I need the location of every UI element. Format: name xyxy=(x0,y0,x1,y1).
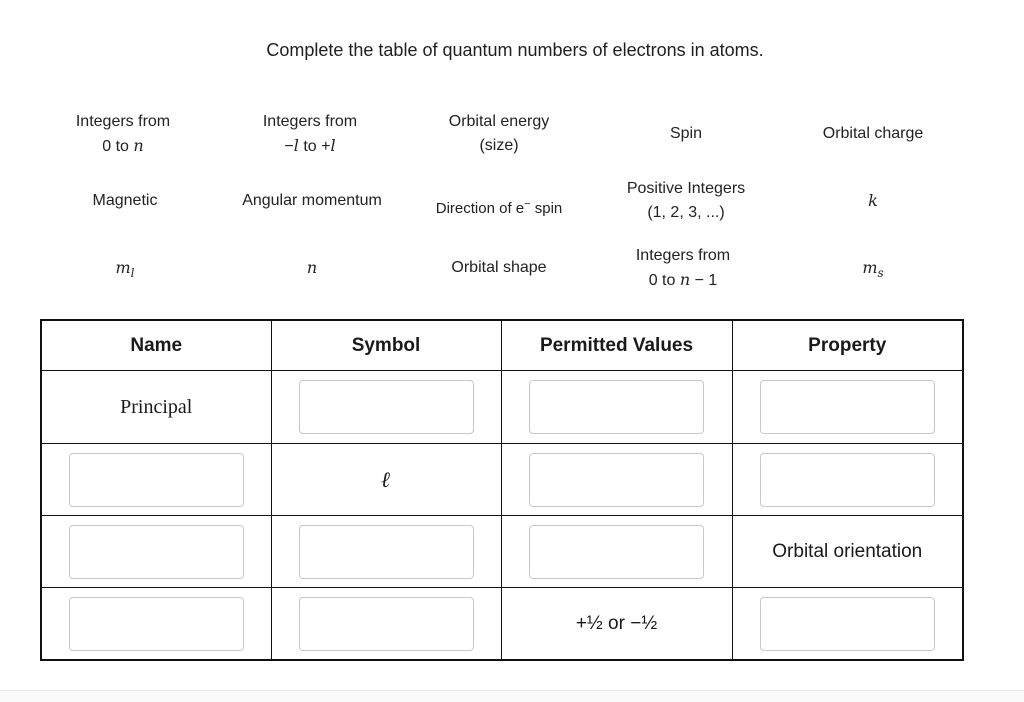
drop-zone[interactable] xyxy=(529,453,704,507)
drop-zone[interactable] xyxy=(299,525,474,579)
option-direction-of-spin[interactable] xyxy=(404,192,594,221)
variable: n xyxy=(306,258,318,277)
option-orbital-energy[interactable] xyxy=(404,110,594,158)
option-line: Angular momentum xyxy=(242,192,382,209)
subscript: l xyxy=(130,266,135,280)
option-integers-0-to-n[interactable] xyxy=(28,110,218,159)
option-text: − xyxy=(284,138,294,155)
symbol-ell: ℓ xyxy=(381,466,391,493)
cell-symbol xyxy=(271,516,501,588)
header-name: Name xyxy=(41,320,271,371)
variable: l xyxy=(293,136,299,155)
cell-property xyxy=(732,588,963,661)
option-n[interactable] xyxy=(217,256,407,281)
cell-symbol xyxy=(271,444,501,516)
drop-zone[interactable] xyxy=(760,597,935,651)
header-permitted-values: Permitted Values xyxy=(501,320,732,371)
option-text: 0 to xyxy=(102,138,134,155)
variable: m xyxy=(115,258,131,277)
prompt-title: Complete the table of quantum numbers of electrons in atoms. xyxy=(266,40,764,60)
option-line: (1, 2, 3, ...) xyxy=(647,204,725,221)
table-row xyxy=(41,371,963,444)
superscript: − xyxy=(524,198,531,210)
cell-name xyxy=(41,588,271,661)
drop-zone[interactable] xyxy=(299,380,474,434)
table-header-row xyxy=(41,320,963,371)
option-line: Spin xyxy=(669,125,703,142)
cell-name xyxy=(41,371,271,444)
option-text: 0 to xyxy=(648,272,680,289)
option-text: Direction of e xyxy=(435,200,525,217)
cell-symbol xyxy=(271,588,501,661)
variable: n xyxy=(133,136,144,155)
variable: n xyxy=(679,270,691,289)
variable: m xyxy=(862,258,878,277)
subscript: s xyxy=(877,266,884,280)
cell-name xyxy=(41,516,271,588)
option-magnetic[interactable] xyxy=(30,189,220,213)
drop-zone[interactable] xyxy=(760,453,935,507)
option-ms[interactable] xyxy=(778,256,968,285)
drop-zone[interactable] xyxy=(69,525,244,579)
option-text: to + xyxy=(298,138,331,155)
option-ml[interactable] xyxy=(30,256,220,285)
option-text: spin xyxy=(530,200,563,217)
drop-zone[interactable] xyxy=(529,380,704,434)
option-line: Orbital shape xyxy=(451,259,547,276)
header-symbol: Symbol xyxy=(271,320,501,371)
option-line: Magnetic xyxy=(92,192,158,209)
option-spin[interactable] xyxy=(591,122,781,146)
drop-zone[interactable] xyxy=(529,525,704,579)
option-integers-minus-l-to-l[interactable] xyxy=(215,110,405,159)
drop-zone[interactable] xyxy=(69,597,244,651)
option-line: Integers from xyxy=(635,247,731,264)
header-property: Property xyxy=(732,320,963,371)
option-line: Positive Integers xyxy=(626,180,746,197)
property-orbital-orientation: Orbital orientation xyxy=(772,540,923,562)
bottom-strip xyxy=(0,690,1024,702)
cell-property xyxy=(732,444,963,516)
values-plus-minus-half: +½ or −½ xyxy=(575,612,658,634)
cell-property xyxy=(732,371,963,444)
cell-property xyxy=(732,516,963,588)
cell-values xyxy=(501,588,732,661)
cell-values xyxy=(501,516,732,588)
variable: k xyxy=(868,191,878,210)
option-integers-0-to-n-minus-1[interactable] xyxy=(588,244,778,293)
table-row xyxy=(41,588,963,661)
cell-values xyxy=(501,371,732,444)
option-line: (size) xyxy=(479,137,519,154)
option-angular-momentum[interactable] xyxy=(217,189,407,213)
drop-zone[interactable] xyxy=(299,597,474,651)
cell-values xyxy=(501,444,732,516)
quantum-numbers-table xyxy=(40,319,964,661)
option-line: Integers from xyxy=(75,113,171,130)
drop-zone[interactable] xyxy=(69,453,244,507)
option-line: Orbital charge xyxy=(822,125,924,142)
option-line: Orbital energy xyxy=(448,113,550,130)
variable: l xyxy=(330,136,336,155)
option-positive-integers[interactable] xyxy=(591,177,781,225)
option-orbital-charge[interactable] xyxy=(778,122,968,146)
option-text: − 1 xyxy=(690,272,718,289)
option-line: Integers from xyxy=(262,113,358,130)
drop-zone[interactable] xyxy=(760,380,935,434)
cell-symbol xyxy=(271,371,501,444)
option-k[interactable] xyxy=(778,189,968,214)
table-row xyxy=(41,516,963,588)
table-row xyxy=(41,444,963,516)
option-orbital-shape[interactable] xyxy=(404,256,594,280)
name-principal: Principal xyxy=(120,395,193,418)
cell-name xyxy=(41,444,271,516)
